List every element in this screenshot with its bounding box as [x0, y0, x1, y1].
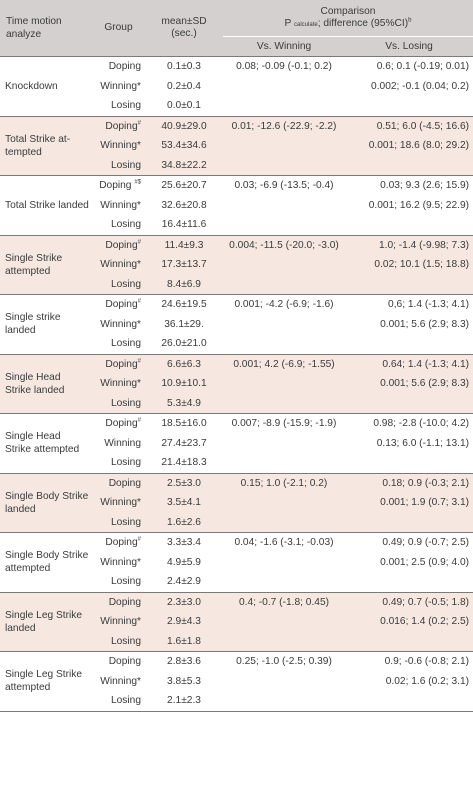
mean-sd-value: 1.6±2.6	[145, 513, 223, 533]
vs-winning-empty	[223, 632, 345, 652]
measure-label: Single Leg Strike attempted	[0, 652, 92, 712]
vs-winning-empty	[223, 691, 345, 711]
vs-winning-empty	[223, 196, 345, 216]
vs-winning-value: 0.03; -6.9 (-13.5; -0.4)	[223, 176, 345, 196]
header-comparison-title: Comparison	[320, 5, 376, 17]
vs-losing-value: 0.13; 6.0 (-1.1; 13.1)	[345, 434, 473, 454]
measure-label: Single Strike attempted	[0, 235, 92, 295]
group-doping: Doping	[92, 473, 145, 493]
group-losing: Losing	[92, 215, 145, 235]
mean-sd-value: 27.4±23.7	[145, 434, 223, 454]
vs-winning-empty	[223, 453, 345, 473]
vs-winning-value: 0.4; -0.7 (-1.8; 0.45)	[223, 592, 345, 612]
measure-block	[0, 176, 473, 236]
mean-sd-value: 2.4±2.9	[145, 572, 223, 592]
mean-sd-value: 4.9±5.9	[145, 553, 223, 573]
significance-mark: #$	[134, 179, 141, 186]
table-row	[0, 473, 473, 493]
measure-block	[0, 652, 473, 712]
group-winning: Winning*	[92, 493, 145, 513]
mean-sd-value: 17.3±13.7	[145, 255, 223, 275]
table-row	[0, 533, 473, 553]
vs-losing-empty	[345, 275, 473, 295]
group-losing: Losing	[92, 96, 145, 116]
table-row	[0, 57, 473, 77]
vs-losing-empty	[345, 513, 473, 533]
vs-losing-value: 0,6; 1.4 (-1.3; 4.1)	[345, 295, 473, 315]
measure-label: Single Body Strike landed	[0, 473, 92, 533]
measure-label: Single Head Strike landed	[0, 354, 92, 414]
group-losing: Losing	[92, 453, 145, 473]
vs-losing-value: 0.64; 1.4 (-1.3; 4.1)	[345, 354, 473, 374]
vs-winning-empty	[223, 572, 345, 592]
measure-label: Knockdown	[0, 57, 92, 117]
vs-losing-empty	[345, 691, 473, 711]
measure-label: Total Strike at-tempted	[0, 116, 92, 176]
measure-block	[0, 592, 473, 652]
measure-label: Single strike landed	[0, 295, 92, 355]
vs-losing-empty	[345, 334, 473, 354]
vs-losing-value: 0.001; 18.6 (8.0; 29.2)	[345, 136, 473, 156]
vs-winning-empty	[223, 493, 345, 513]
vs-losing-value: 0.001; 16.2 (9.5; 22.9)	[345, 196, 473, 216]
table-row	[0, 414, 473, 434]
group-winning: Winning*	[92, 612, 145, 632]
measure-block	[0, 295, 473, 355]
significance-mark: #	[137, 239, 141, 246]
table-row	[0, 176, 473, 196]
group-losing: Losing	[92, 334, 145, 354]
vs-losing-empty	[345, 394, 473, 414]
group-doping: Doping	[92, 652, 145, 672]
vs-losing-value: 0.18; 0.9 (-0.3; 2.1)	[345, 473, 473, 493]
vs-winning-empty	[223, 315, 345, 335]
vs-winning-empty	[223, 156, 345, 176]
vs-winning-value: 0.15; 1.0 (-2.1; 0.2)	[223, 473, 345, 493]
group-doping: Doping #$	[92, 176, 145, 196]
mean-sd-value: 0.1±0.3	[145, 57, 223, 77]
header-comparison	[223, 0, 473, 37]
mean-sd-value: 40.9±29.0	[145, 116, 223, 136]
vs-winning-empty	[223, 275, 345, 295]
group-winning: Winning*	[92, 374, 145, 394]
vs-winning-empty	[223, 96, 345, 116]
vs-winning-empty	[223, 77, 345, 97]
mean-sd-value: 32.6±20.8	[145, 196, 223, 216]
vs-losing-value: 0.02; 10.1 (1.5; 18.8)	[345, 255, 473, 275]
table-row	[0, 116, 473, 136]
vs-winning-empty	[223, 394, 345, 414]
mean-sd-value: 0.0±0.1	[145, 96, 223, 116]
vs-losing-empty	[345, 156, 473, 176]
mean-sd-value: 18.5±16.0	[145, 414, 223, 434]
measure-block	[0, 533, 473, 593]
group-doping: Doping	[92, 57, 145, 77]
header-vs-winning: Vs. Winning	[223, 37, 345, 57]
mean-sd-value: 16.4±11.6	[145, 215, 223, 235]
mean-sd-value: 53.4±34.6	[145, 136, 223, 156]
mean-sd-value: 34.8±22.2	[145, 156, 223, 176]
significance-mark: #	[137, 120, 141, 127]
header-comparison-detail: P calculate; difference $(95\%CI)^b$	[284, 17, 412, 29]
measure-label: Single Head Strike attempted	[0, 414, 92, 474]
group-doping: Doping#	[92, 533, 145, 553]
mean-sd-value: 0.2±0.4	[145, 77, 223, 97]
mean-sd-value: 1.6±1.8	[145, 632, 223, 652]
vs-winning-value: 0.007; -8.9 (-15.9; -1.9)	[223, 414, 345, 434]
group-winning: Winning*	[92, 255, 145, 275]
mean-sd-value: 2.1±2.3	[145, 691, 223, 711]
group-losing: Losing	[92, 156, 145, 176]
mean-sd-value: 24.6±19.5	[145, 295, 223, 315]
vs-winning-empty	[223, 215, 345, 235]
vs-winning-empty	[223, 374, 345, 394]
mean-sd-value: 3.8±5.3	[145, 672, 223, 692]
group-doping: Doping#	[92, 295, 145, 315]
vs-losing-value: 0.001; 5.6 (2.9; 8.3)	[345, 374, 473, 394]
group-doping: Doping	[92, 592, 145, 612]
vs-losing-empty	[345, 96, 473, 116]
group-losing: Losing	[92, 513, 145, 533]
vs-losing-value: 0.016; 1.4 (0.2; 2.5)	[345, 612, 473, 632]
vs-losing-value: 1.0; -1.4 (-9.98; 7.3)	[345, 235, 473, 255]
group-winning: Winning*	[92, 315, 145, 335]
measure-label: Single Body Strike attempted	[0, 533, 92, 593]
vs-winning-value: 0.004; -11.5 (-20.0; -3.0)	[223, 235, 345, 255]
mean-sd-value: 2.8±3.6	[145, 652, 223, 672]
group-losing: Losing	[92, 691, 145, 711]
vs-losing-value: 0.49; 0.9 (-0.7; 2.5)	[345, 533, 473, 553]
group-losing: Losing	[92, 572, 145, 592]
mean-sd-value: 25.6±20.7	[145, 176, 223, 196]
vs-losing-value: 0.002; -0.1 (0.04; 0.2)	[345, 77, 473, 97]
vs-losing-value: 0.001; 2.5 (0.9; 4.0)	[345, 553, 473, 573]
vs-winning-value: 0.08; -0.09 (-0.1; 0.2)	[223, 57, 345, 77]
vs-losing-value: 0.6; 0.1 (-0.19; 0.01)	[345, 57, 473, 77]
group-winning: Winning*	[92, 196, 145, 216]
group-doping: Doping#	[92, 235, 145, 255]
vs-losing-value: 0.02; 1.6 (0.2; 3.1)	[345, 672, 473, 692]
mean-sd-value: 3.3±3.4	[145, 533, 223, 553]
measure-block	[0, 473, 473, 533]
vs-losing-value: 0.03; 9.3 (2.6; 15.9)	[345, 176, 473, 196]
mean-sd-value: 5.3±4.9	[145, 394, 223, 414]
header-mean-sd: mean±SD (sec.)	[145, 0, 223, 57]
vs-winning-empty	[223, 513, 345, 533]
measure-block	[0, 354, 473, 414]
vs-winning-value: 0.25; -1.0 (-2.5; 0.39)	[223, 652, 345, 672]
measure-block	[0, 116, 473, 176]
vs-losing-value: 0.001; 5.6 (2.9; 8.3)	[345, 315, 473, 335]
table-row	[0, 592, 473, 612]
mean-sd-value: 36.1±29.	[145, 315, 223, 335]
mean-sd-value: 2.9±4.3	[145, 612, 223, 632]
mean-sd-value: 6.6±6.3	[145, 354, 223, 374]
significance-mark: #	[137, 536, 141, 543]
mean-sd-value: 2.5±3.0	[145, 473, 223, 493]
vs-winning-empty	[223, 434, 345, 454]
vs-winning-value: 0.001; 4.2 (-6.9; -1.55)	[223, 354, 345, 374]
mean-sd-value: 3.5±4.1	[145, 493, 223, 513]
group-winning: Winning*	[92, 672, 145, 692]
header-vs-losing: Vs. Losing	[345, 37, 473, 57]
vs-winning-empty	[223, 255, 345, 275]
vs-winning-empty	[223, 334, 345, 354]
mean-sd-value: 26.0±21.0	[145, 334, 223, 354]
vs-losing-empty	[345, 632, 473, 652]
table-row	[0, 235, 473, 255]
vs-winning-empty	[223, 136, 345, 156]
significance-mark: #	[137, 358, 141, 365]
vs-winning-empty	[223, 612, 345, 632]
significance-mark: #	[137, 298, 141, 305]
measure-block	[0, 414, 473, 474]
group-winning: Winning*	[92, 77, 145, 97]
vs-losing-empty	[345, 215, 473, 235]
group-losing: Losing	[92, 632, 145, 652]
mean-sd-value: 11.4±9.3	[145, 235, 223, 255]
mean-sd-value: 21.4±18.3	[145, 453, 223, 473]
vs-winning-value: 0.01; -12.6 (-22.9; -2.2)	[223, 116, 345, 136]
mean-sd-value: 8.4±6.9	[145, 275, 223, 295]
vs-losing-empty	[345, 572, 473, 592]
table-row	[0, 354, 473, 374]
measure-block	[0, 235, 473, 295]
vs-losing-empty	[345, 453, 473, 473]
vs-winning-empty	[223, 553, 345, 573]
vs-winning-empty	[223, 672, 345, 692]
significance-mark: #	[137, 417, 141, 424]
group-winning: Winning	[92, 434, 145, 454]
vs-losing-value: 0.49; 0.7 (-0.5; 1.8)	[345, 592, 473, 612]
vs-winning-value: 0.04; -1.6 (-3.1; -0.03)	[223, 533, 345, 553]
vs-losing-value: 0.001; 1.9 (0.7; 3.1)	[345, 493, 473, 513]
vs-losing-value: 0.51; 6.0 (-4.5; 16.6)	[345, 116, 473, 136]
vs-losing-value: 0.98; -2.8 (-10.0; 4.2)	[345, 414, 473, 434]
header-group: Group	[92, 0, 145, 57]
measure-label: Total Strike landed	[0, 176, 92, 236]
mean-sd-value: 10.9±10.1	[145, 374, 223, 394]
group-losing: Losing	[92, 275, 145, 295]
table-row	[0, 295, 473, 315]
header-time-motion: Time motion analyze	[0, 0, 92, 57]
vs-losing-value: 0.9; -0.6 (-0.8; 2.1)	[345, 652, 473, 672]
group-doping: Doping#	[92, 414, 145, 434]
group-losing: Losing	[92, 394, 145, 414]
mean-sd-value: 2.3±3.0	[145, 592, 223, 612]
vs-winning-value: 0.001; -4.2 (-6.9; -1.6)	[223, 295, 345, 315]
group-doping: Doping#	[92, 116, 145, 136]
table-row	[0, 652, 473, 672]
measure-label: Single Leg Strike landed	[0, 592, 92, 652]
group-winning: Winning*	[92, 553, 145, 573]
measure-block	[0, 57, 473, 117]
group-winning: Winning*	[92, 136, 145, 156]
group-doping: Doping#	[92, 354, 145, 374]
